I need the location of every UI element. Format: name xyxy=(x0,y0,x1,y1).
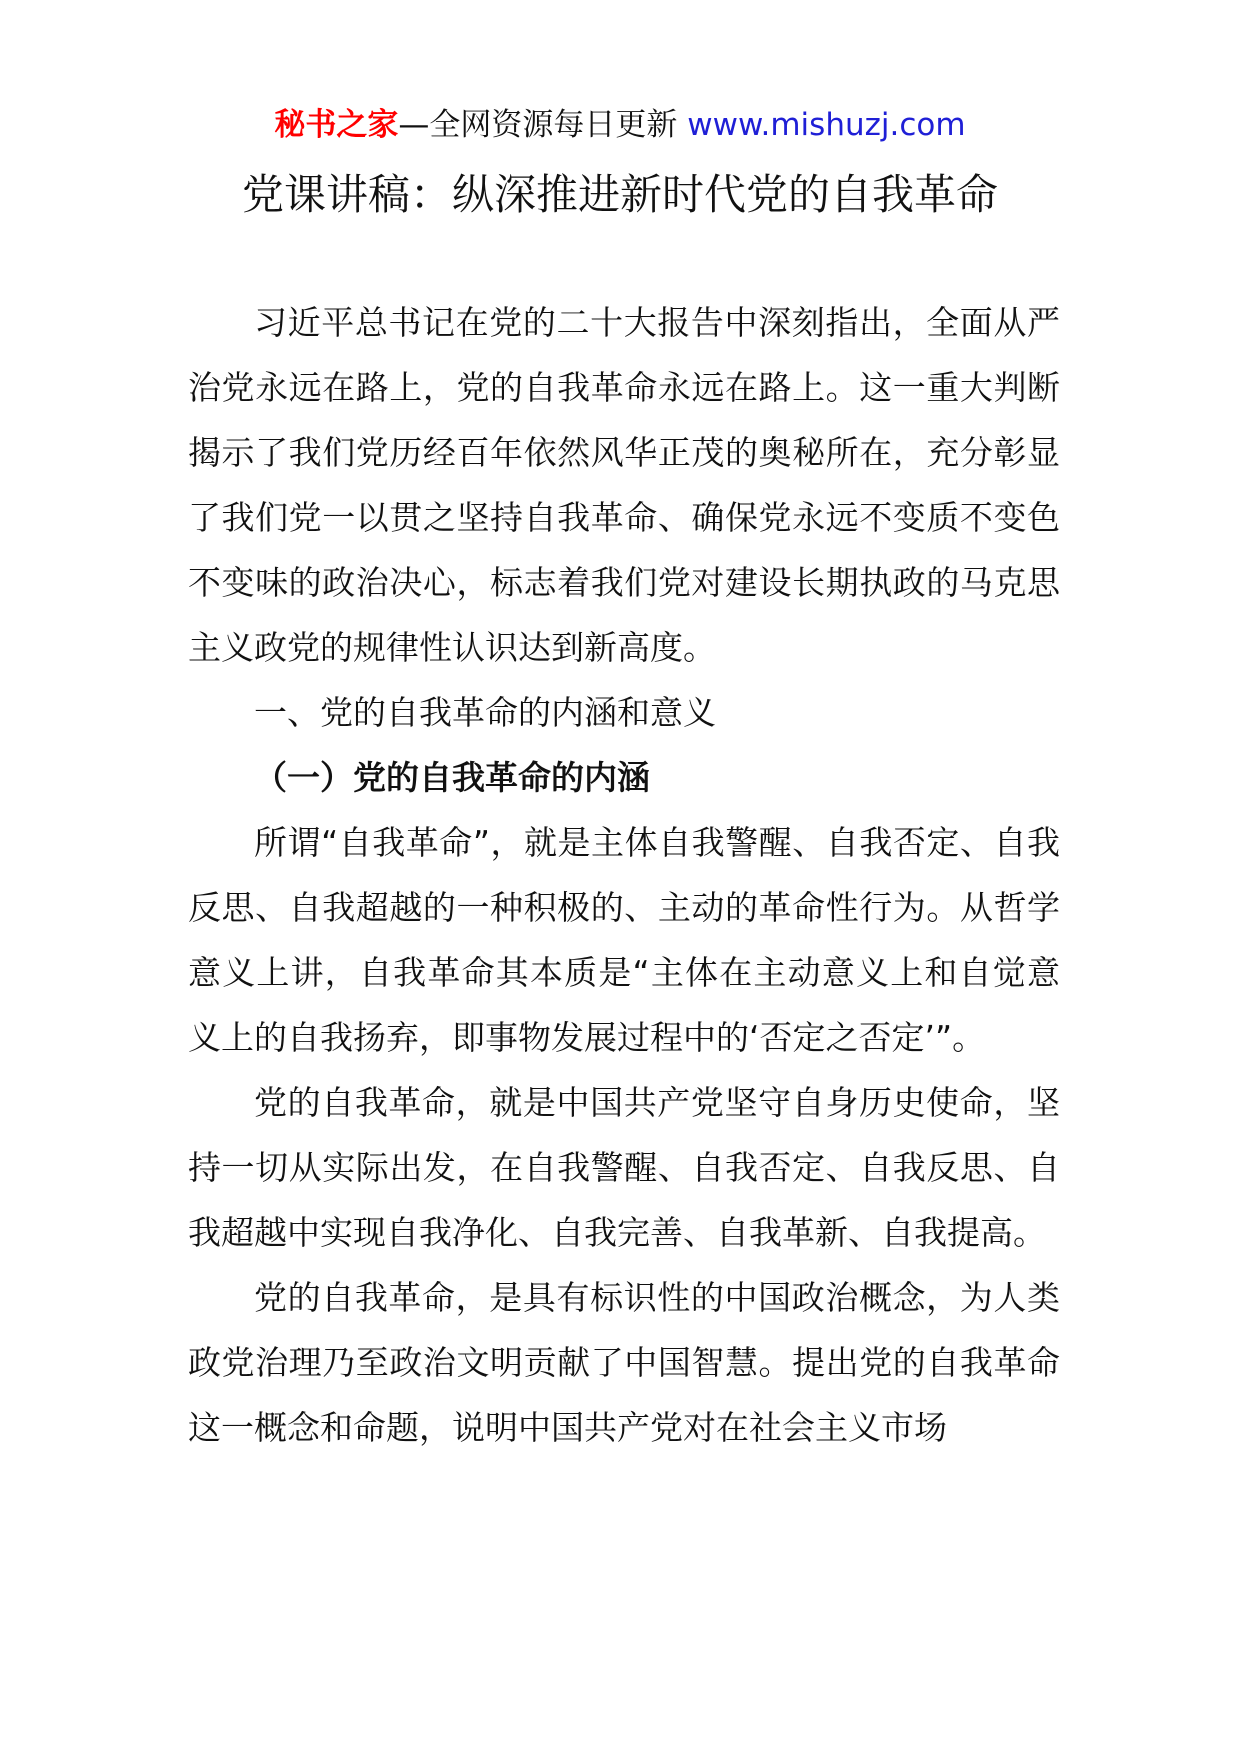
paragraph-definition: 所谓“自我革命”，就是主体自我警醒、自我否定、自我反思、自我超越的一种积极的、主动的革命性行为。从哲学意义上讲，自我革命其本质是“主体在主动意义上和自觉意义上的自我扬弃，即事物发展过程中的‘否定之否定’”。 xyxy=(188,823,1060,1057)
paragraph-intro: 习近平总书记在党的二十大报告中深刻指出，全面从严治党永远在路上，党的自我革命永远在路上。这一重大判断揭示了我们党历经百年依然风华正茂的奥秘所在，充分彰显了我们党一以贯之坚持自我革命、确保党永远不变质不变色不变味的政治决心，标志着我们党对建设长期执政的马克思主义政党的规律性认识达到新高度。 xyxy=(188,303,1060,667)
subsection-heading: （一）党的自我革命的内涵 xyxy=(254,758,650,797)
document-body xyxy=(188,290,1060,1460)
document-title: 党课讲稿：纵深推进新时代党的自我革命 xyxy=(241,170,998,219)
brand-name: 秘书之家 xyxy=(274,107,399,143)
site-header xyxy=(0,100,1240,150)
paragraph-party-self-revolution: 党的自我革命，就是中国共产党坚守自身历史使命，坚持一切从实际出发，在自我警醒、自我否定、自我反思、自我超越中实现自我净化、自我完善、自我革新、自我提高。 xyxy=(188,1083,1060,1252)
site-url-link[interactable]: www.mishuzj.com xyxy=(687,107,966,143)
section-heading: 一、党的自我革命的内涵和意义 xyxy=(254,693,716,732)
paragraph-concept: 党的自我革命，是具有标识性的中国政治概念，为人类政党治理乃至政治文明贡献了中国智慧。提出党的自我革命这一概念和命题，说明中国共产党对在社会主义市场 xyxy=(188,1278,1060,1447)
header-tagline: —全网资源每日更新 xyxy=(398,107,678,143)
